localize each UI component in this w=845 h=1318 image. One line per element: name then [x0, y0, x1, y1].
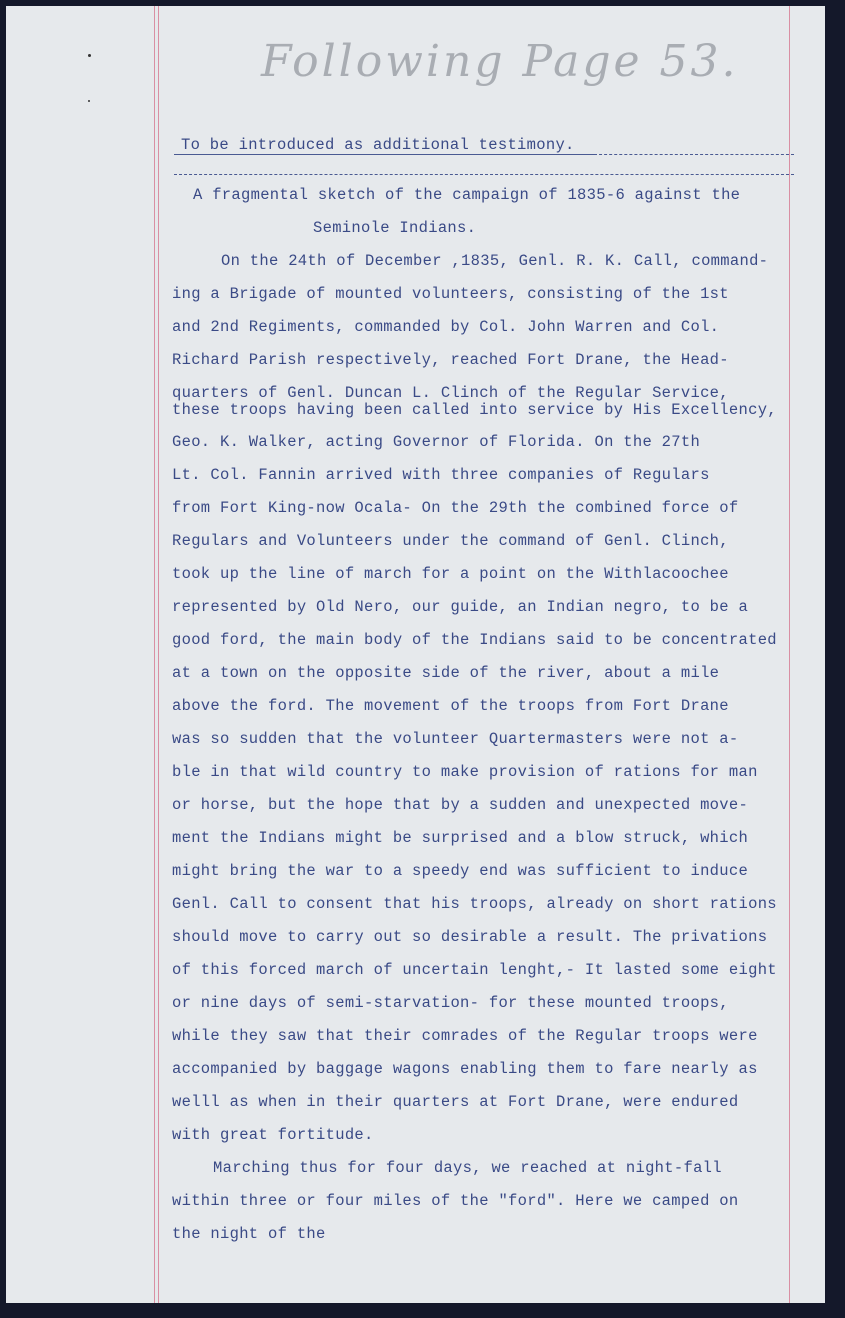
body-line: at a town on the opposite side of the river, about a mile — [172, 664, 720, 682]
body-line: should move to carry out so desirable a result. The privations — [172, 928, 768, 946]
header-dash-rule — [594, 154, 794, 155]
body-line: the night of the — [172, 1225, 326, 1243]
body-line: accompanied by baggage wagons enabling them to fare nearly as — [172, 1060, 758, 1078]
body-line: above the ford. The movement of the troops from Fort Drane — [172, 697, 729, 715]
body-line: while they saw that their comrades of the Regular troops were — [172, 1027, 758, 1045]
body-line: or nine days of semi-starvation- for these mounted troops, — [172, 994, 729, 1012]
separator-rule — [174, 174, 794, 175]
body-line: of this forced march of uncertain lenght,- It lasted some eight — [172, 961, 777, 979]
punch-mark — [88, 54, 91, 57]
title-line: A fragmental sketch of the campaign of 1835-6 against the — [193, 186, 741, 204]
body-line: and 2nd Regiments, commanded by Col. John Warren and Col. — [172, 318, 720, 336]
header-underline — [174, 154, 594, 155]
body-line: On the 24th of December ,1835, Genl. R. K. Call, command- — [221, 252, 769, 270]
handwritten-page-note: Following Page 53. — [261, 36, 739, 87]
body-line: ing a Brigade of mounted volunteers, consisting of the 1st — [172, 285, 729, 303]
margin-rule-left-inner — [158, 6, 159, 1303]
body-line: Genl. Call to consent that his troops, already on short rations — [172, 895, 777, 913]
punch-mark — [88, 100, 90, 102]
margin-rule-right — [789, 6, 790, 1303]
body-line: Lt. Col. Fannin arrived with three companies of Regulars — [172, 466, 710, 484]
body-line: ment the Indians might be surprised and a blow struck, which — [172, 829, 749, 847]
document-page — [6, 6, 825, 1303]
body-line: Marching thus for four days, we reached at night-fall — [213, 1159, 722, 1177]
body-line: might bring the war to a speedy end was sufficient to induce — [172, 862, 749, 880]
body-line: Regulars and Volunteers under the command of Genl. Clinch, — [172, 532, 729, 550]
body-line: welll as when in their quarters at Fort Drane, were endured — [172, 1093, 739, 1111]
body-line: represented by Old Nero, our guide, an Indian negro, to be a — [172, 598, 749, 616]
body-line: these troops having been called into service by His Excellency, — [172, 401, 777, 419]
body-line: Richard Parish respectively, reached Fort Drane, the Head- — [172, 351, 729, 369]
body-line: good ford, the main body of the Indians said to be concentrated — [172, 631, 777, 649]
header-note: To be introduced as additional testimony. — [181, 136, 575, 154]
body-line: quarters of Genl. Duncan L. Clinch of the Regular Service, — [172, 384, 729, 402]
body-line: or horse, but the hope that by a sudden and unexpected move- — [172, 796, 749, 814]
body-line: within three or four miles of the "ford". Here we camped on — [172, 1192, 739, 1210]
title-line: Seminole Indians. — [313, 219, 477, 237]
body-line: was so sudden that the volunteer Quartermasters were not a- — [172, 730, 739, 748]
margin-rule-left — [154, 6, 155, 1303]
body-line: ble in that wild country to make provision of rations for man — [172, 763, 758, 781]
body-line: Geo. K. Walker, acting Governor of Florida. On the 27th — [172, 433, 701, 451]
body-line: with great fortitude. — [172, 1126, 374, 1144]
body-line: from Fort King-now Ocala- On the 29th the combined force of — [172, 499, 739, 517]
body-line: took up the line of march for a point on the Withlacoochee — [172, 565, 729, 583]
